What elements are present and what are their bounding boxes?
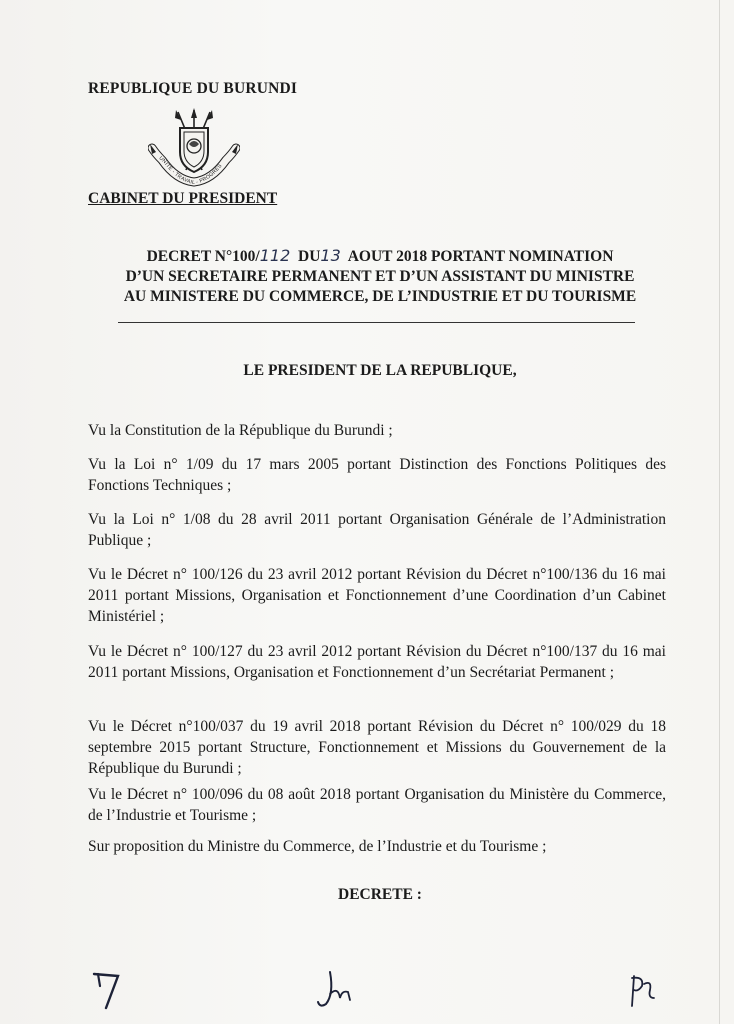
paragraph: Vu la Constitution de la République du Burundi ; (88, 422, 393, 439)
paragraph: Vu le Décret n° 100/096 du 08 août 2018 portant Organisation du Ministère du Commerce, de l’Industrie et Tourisme ; (88, 786, 666, 824)
decrete-heading: DECRETE : (338, 886, 422, 903)
emblem-motto: UNITE - TRAVAIL - PROGRES (157, 155, 224, 187)
paragraph: Vu le Décret n° 100/127 du 23 avril 2012 portant Révision du Décret n°100/137 du 16 mai 2011 portant Missions, Organisation et Fonctionnement d’un Secrétariat Permanent ; (88, 643, 666, 681)
decree-du: DU (298, 248, 321, 265)
cabinet-heading: CABINET DU PRESIDENT (88, 190, 278, 207)
decree-day-handwritten: 13 (320, 246, 341, 265)
paragraph: Sur proposition du Ministre du Commerce, de l’Industrie et du Tourisme ; (88, 838, 547, 855)
decree-title-line-2: D’UN SECRETAIRE PERMANENT ET D’UN ASSISTANT DU MINISTRE (125, 268, 635, 285)
page-edge (719, 0, 720, 1024)
title-divider (118, 322, 635, 323)
initials-mark-center (312, 964, 356, 1014)
initials-mark-left (88, 964, 138, 1014)
paragraph: Vu le Décret n°100/037 du 19 avril 2018 portant Révision du Décret n° 100/029 du 18 septembre 2015 portant Structure, Fonctionnement et Missions du Gouvernement de la République du Burundi ; (88, 718, 666, 777)
country-heading: REPUBLIQUE DU BURUNDI (88, 80, 298, 97)
paragraph: Vu le Décret n° 100/126 du 23 avril 2012 portant Révision du Décret n°100/136 du 16 mai 2011 portant Missions, Organisation et Fonctionnement d’une Coordination d’un Cabinet Ministériel ; (88, 566, 666, 625)
decree-number-handwritten: 112 (259, 246, 291, 265)
paragraph: Vu la Loi n° 1/09 du 17 mars 2005 portant Distinction des Fonctions Politiques des Fonctions Techniques ; (88, 456, 666, 494)
decree-title-line-3: AU MINISTERE DU COMMERCE, DE L’INDUSTRIE ET DU TOURISME (123, 288, 637, 305)
coat-of-arms-emblem (148, 108, 240, 194)
initials-mark-right (622, 964, 666, 1014)
decree-title (90, 246, 670, 307)
decree-line1-rest: AOUT 2018 PORTANT NOMINATION (347, 248, 614, 265)
decree-prefix: DECRET N°100/ (146, 248, 260, 265)
paragraph: Vu la Loi n° 1/08 du 28 avril 2011 portant Organisation Générale de l’Administration Publique ; (88, 511, 666, 549)
decree-title-line-1 (90, 246, 670, 267)
president-heading: LE PRESIDENT DE LA REPUBLIQUE, (243, 362, 517, 379)
